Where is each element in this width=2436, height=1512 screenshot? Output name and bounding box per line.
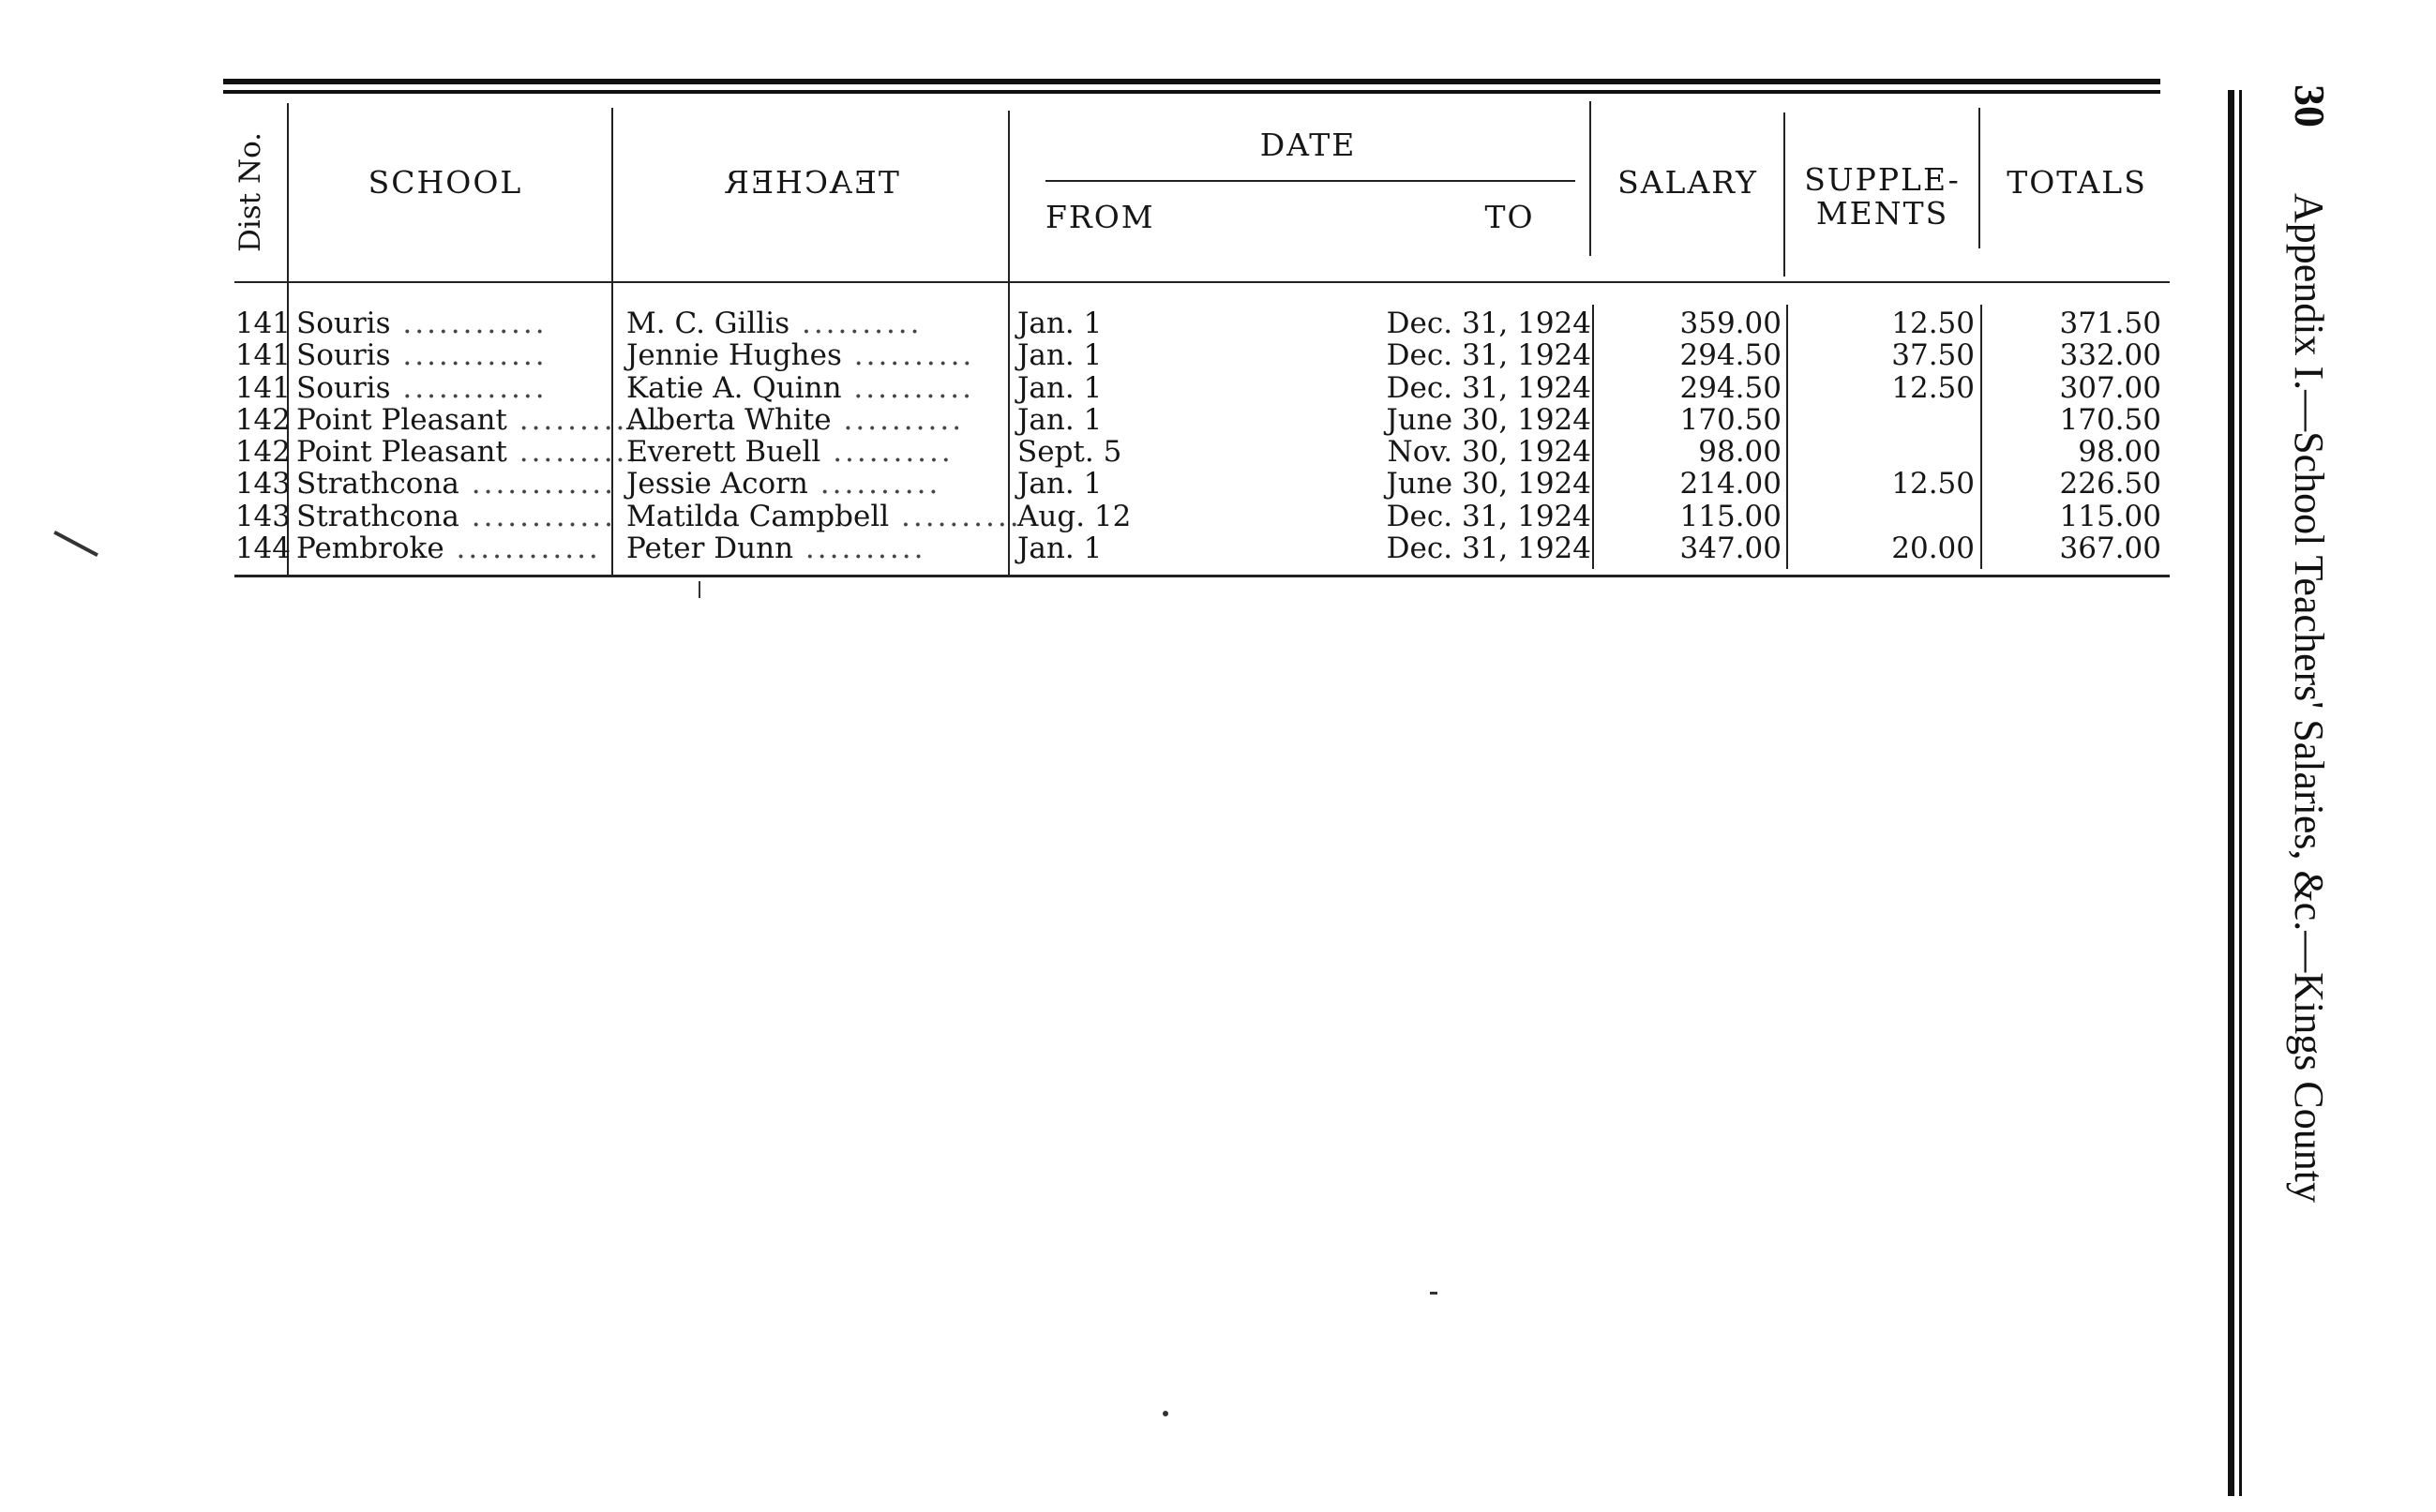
cell-dist: 144 — [234, 531, 291, 566]
cell-school: Strathcona ............ — [296, 499, 616, 533]
cell-dist: 143 — [234, 467, 291, 502]
cell-supplements: 37.50 — [1891, 338, 1975, 373]
cell-to: Dec. 31, 1924 — [1386, 499, 1591, 533]
cell-to: Dec. 31, 1924 — [1386, 307, 1591, 340]
cell-school: Souris ............ — [296, 338, 548, 373]
cell-dist: 141 — [234, 370, 291, 405]
cell-supplements: 12.50 — [1891, 370, 1975, 405]
scan-mark — [699, 581, 700, 598]
cell-from: Jan. 1 — [1017, 467, 1103, 502]
table-row — [0, 404, 2175, 436]
cell-from: Jan. 1 — [1017, 531, 1103, 566]
cell-school: Point Pleasant ............ — [296, 435, 664, 470]
cell-salary: 98.00 — [1698, 435, 1782, 470]
table-row — [0, 372, 2175, 404]
cell-teacher: Jessie Acorn .......... — [626, 467, 941, 502]
cell-salary: 170.50 — [1679, 402, 1782, 437]
cell-total: 170.50 — [2059, 402, 2161, 437]
cell-total: 371.50 — [2059, 307, 2161, 340]
cell-supplements: 12.50 — [1891, 467, 1975, 502]
cell-to: June 30, 1924 — [1386, 467, 1591, 502]
column-rule — [1589, 101, 1591, 256]
cell-school: Souris ............ — [296, 307, 548, 340]
cell-salary: 115.00 — [1679, 499, 1782, 533]
column-rule — [1978, 108, 1980, 248]
cell-school: Point Pleasant ............ — [296, 402, 664, 437]
header-to: TO — [1484, 199, 1535, 235]
cell-teacher: Everett Buell .......... — [626, 435, 954, 470]
header-rule — [234, 281, 2170, 283]
header-supplements-line2: MENTS — [1815, 195, 1949, 232]
cell-salary: 359.00 — [1679, 307, 1782, 340]
cell-to: Dec. 31, 1924 — [1386, 531, 1591, 566]
page-number: 30 — [2286, 84, 2334, 127]
cell-supplements: 12.50 — [1891, 307, 1975, 340]
cell-salary: 347.00 — [1679, 531, 1782, 566]
cell-total: 367.00 — [2059, 531, 2161, 566]
cell-salary: 214.00 — [1679, 467, 1782, 502]
cell-total: 115.00 — [2059, 499, 2161, 533]
cell-to: Nov. 30, 1924 — [1387, 435, 1591, 470]
cell-from: Sept. 5 — [1017, 435, 1122, 470]
header-salary: SALARY — [1617, 164, 1758, 201]
scan-mark — [1163, 1411, 1168, 1416]
header-supplements-line1: SUPPLE- — [1804, 161, 1961, 198]
cell-dist: 143 — [234, 499, 291, 533]
running-head-text: Appendix I.—School Teachers' Salaries, &c.—Kings County — [2286, 193, 2332, 1203]
cell-dist: 142 — [234, 402, 291, 437]
cell-teacher: Jennie Hughes .......... — [626, 338, 975, 373]
cell-teacher: Katie A. Quinn .......... — [626, 370, 974, 405]
margin-rule-inner — [2239, 90, 2242, 1496]
date-header-rule — [1045, 180, 1575, 182]
cell-salary: 294.50 — [1679, 338, 1782, 373]
header-date: DATE — [1259, 127, 1357, 163]
header-school: SCHOOL — [368, 164, 523, 201]
table-row — [0, 307, 2175, 339]
cell-total: 226.50 — [2059, 467, 2161, 502]
table-row — [0, 468, 2175, 500]
cell-teacher: Alberta White .......... — [626, 402, 965, 437]
cell-teacher: Peter Dunn .......... — [626, 531, 926, 566]
cell-dist: 142 — [234, 435, 291, 470]
cell-total: 98.00 — [2078, 435, 2161, 470]
cell-salary: 294.50 — [1679, 370, 1782, 405]
cell-dist: 141 — [234, 338, 291, 373]
cell-to: Dec. 31, 1924 — [1386, 338, 1591, 373]
header-from: FROM — [1045, 199, 1155, 235]
running-head — [2285, 84, 2335, 1203]
cell-total: 332.00 — [2059, 338, 2161, 373]
cell-dist: 141 — [234, 307, 291, 340]
cell-to: June 30, 1924 — [1386, 402, 1591, 437]
table-row — [0, 501, 2175, 532]
cell-school: Strathcona ............ — [296, 467, 616, 502]
cell-from: Jan. 1 — [1017, 338, 1103, 373]
cell-supplements: 20.00 — [1891, 531, 1975, 566]
cell-to: Dec. 31, 1924 — [1386, 370, 1591, 405]
cell-from: Jan. 1 — [1017, 370, 1103, 405]
header-dist-no: Dist No. — [233, 131, 267, 253]
top-double-rule — [223, 79, 2160, 84]
cell-teacher: Matilda Campbell .......... — [626, 499, 1022, 533]
cell-from: Aug. 12 — [1017, 499, 1132, 533]
header-teacher: TEACHER — [723, 164, 899, 201]
cell-school: Souris ............ — [296, 370, 548, 405]
cell-school: Pembroke ............ — [296, 531, 601, 566]
table-bottom-rule — [234, 575, 2170, 577]
header-totals: TOTALS — [2007, 164, 2147, 201]
table-row — [0, 339, 2175, 371]
cell-from: Jan. 1 — [1017, 402, 1103, 437]
scan-mark — [1430, 1292, 1437, 1295]
cell-from: Jan. 1 — [1017, 307, 1103, 340]
table-row — [0, 532, 2175, 564]
table-body — [0, 307, 2175, 564]
table-row — [0, 436, 2175, 468]
cell-teacher: M. C. Gillis .......... — [626, 307, 923, 340]
margin-rule — [2228, 90, 2234, 1496]
column-rule — [1783, 112, 1785, 277]
top-double-rule-lower — [223, 90, 2160, 94]
cell-total: 307.00 — [2059, 370, 2161, 405]
